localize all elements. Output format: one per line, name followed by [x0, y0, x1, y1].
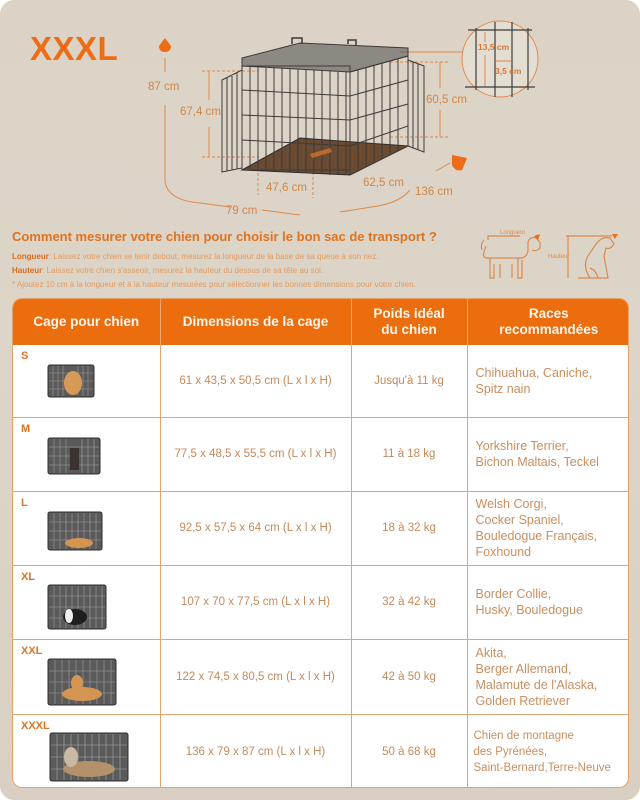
size-cell	[13, 345, 160, 417]
dimensions-cell: 77,5 x 48,5 x 55,5 cm (L x l x H)	[160, 417, 351, 491]
guide-height-label: Hauteur	[12, 266, 43, 275]
weight-cell: 42 à 50 kg	[351, 639, 467, 714]
breeds-cell: Welsh Corgi, Cocker Spaniel, Bouledogue Français, Foxhound	[467, 491, 629, 565]
weight-cell: 11 à 18 kg	[351, 417, 467, 491]
size-code: XXXL	[21, 719, 50, 732]
size-cell	[13, 639, 160, 714]
dimensions-cell: 61 x 43,5 x 50,5 cm (L x l x H)	[160, 345, 351, 417]
mesh-horizontal-label: 3,5 cm	[495, 66, 522, 76]
table-row	[13, 491, 629, 565]
size-code: XXL	[21, 644, 43, 657]
sitting-dog-icon	[566, 236, 614, 278]
breeds-cell: Border Collie, Husky, Bouledogue	[467, 565, 629, 639]
dimensions-cell: 122 x 74,5 x 80,5 cm (L x l x H)	[160, 639, 351, 714]
size-table	[12, 298, 629, 788]
table-row	[13, 565, 629, 639]
cage-thumbnail-icon	[47, 363, 95, 399]
dimensions-cell: 107 x 70 x 77,5 cm (L x l x H)	[160, 565, 351, 639]
cage-thumbnail-icon	[47, 510, 103, 552]
size-cell	[13, 491, 160, 565]
guide-length-label: Longueur	[12, 252, 49, 261]
mesh-detail-inset	[462, 21, 538, 97]
total-height-label: 87 cm	[148, 81, 180, 93]
size-cell	[13, 565, 160, 639]
size-code: XL	[21, 570, 36, 583]
weight-cell: 32 à 42 kg	[351, 565, 467, 639]
size-cell	[13, 714, 160, 788]
length-label: 136 cm	[415, 186, 453, 198]
header-breeds: Races recommandées	[467, 299, 629, 345]
guide-title: Comment mesurer votre chien pour choisir le bon sac de transport ?	[12, 229, 437, 244]
side-door-height-label: 60,5 cm	[426, 94, 467, 106]
side-door-width-label: 62,5 cm	[363, 177, 404, 189]
weight-cell: 50 à 68 kg	[351, 714, 467, 788]
table-row	[13, 417, 629, 491]
door-width-label: 47,6 cm	[266, 182, 307, 194]
table-row	[13, 345, 629, 417]
header-weight: Poids idéal du chien	[351, 299, 467, 345]
dimensions-cell: 136 x 79 x 87 cm (L x l x H)	[160, 714, 351, 788]
icon-height-text: Hauteur	[548, 254, 570, 260]
guide-length-line	[12, 252, 378, 261]
width-label: 79 cm	[226, 205, 258, 217]
weight-cell: 18 à 32 kg	[351, 491, 467, 565]
mesh-vertical-label: 13,5 cm	[478, 42, 510, 52]
guide-length-text: : Laissez votre chien se tenir debout, mesurez la longueur de la base de sa queue à son nez.	[48, 252, 379, 261]
guide-height-text: : Laissez votre chien s'asseoir, mesurez la hauteur du dessus de sa tête au sol.	[42, 266, 324, 275]
dog-measure-icons	[470, 222, 620, 284]
weight-cell: Jusqu'à 11 kg	[351, 345, 467, 417]
guide-height-line	[12, 266, 323, 275]
cage-thumbnail-icon	[49, 731, 129, 783]
header-cage: Cage pour chien	[13, 299, 160, 345]
breeds-cell: Chihuahua, Caniche, Spitz nain	[467, 345, 629, 417]
cage-diagram	[0, 0, 640, 225]
cage-thumbnail-icon	[47, 583, 107, 631]
size-cell	[13, 417, 160, 491]
dimensions-cell: 92,5 x 57,5 x 64 cm (L x l x H)	[160, 491, 351, 565]
cage-thumbnail-icon	[47, 436, 101, 476]
table-header-row	[13, 299, 629, 345]
breeds-cell: Chien de montagne des Pyrénées, Saint-Bernard,Terre-Neuve	[473, 729, 611, 774]
standing-dog-icon	[481, 236, 540, 278]
size-title: XXXL	[30, 30, 119, 67]
breeds-cell: Akita, Berger Allemand, Malamute de l'Alaska, Golden Retriever	[467, 639, 629, 714]
breeds-cell: Yorkshire Terrier, Bichon Maltais, Teckel	[467, 417, 629, 491]
table-row	[13, 639, 629, 714]
cage-thumbnail-icon	[47, 657, 117, 707]
size-code: M	[21, 422, 31, 435]
guide-note: * Ajoutez 10 cm à la longueur et à la hauteur mesurées pour sélectionner les bonnes dimensions pour votre chien.	[12, 280, 416, 289]
door-height-label: 67,4 cm	[180, 106, 221, 118]
size-code: L	[21, 496, 28, 509]
icon-length-text: Longueur	[500, 230, 526, 236]
header-dimensions: Dimensions de la cage	[160, 299, 351, 345]
table-row	[13, 714, 629, 788]
size-code: S	[21, 350, 29, 362]
